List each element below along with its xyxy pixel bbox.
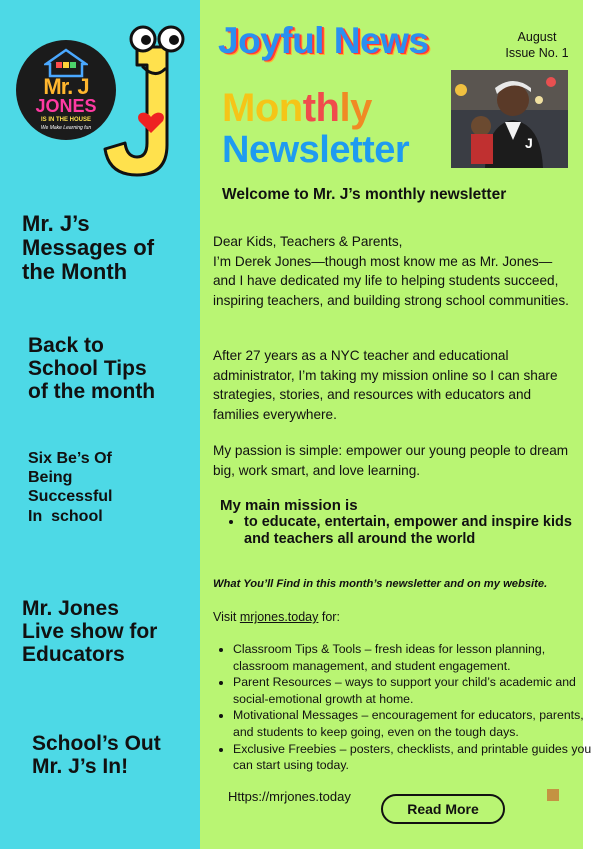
logo-name: JONES <box>35 96 97 116</box>
list-item: • Parent Resources – ways to support your child’s academic and social-emotional growth at home. <box>233 674 593 707</box>
logo-tagline: IS IN THE HOUSE <box>40 117 91 123</box>
sidebar-item-messages[interactable]: Mr. J’s Messages of the Month <box>22 211 155 285</box>
intro-paragraph: Dear Kids, Teachers & Parents, I’m Derek Jones—though most know me as Mr. Jones—and I have dedicated my life to helping students succeed, inspiring teachers, and building strong school communities. <box>213 234 569 308</box>
read-more-button[interactable]: Read More <box>381 794 505 824</box>
list-item: • Motivational Messages – encouragement for educators, parents, and students to keep going, even on the tough days. <box>233 707 593 740</box>
issue-info <box>494 30 580 61</box>
mr-jones-photo <box>451 70 568 168</box>
issue-number: Issue No. 1 <box>505 45 569 60</box>
career-paragraph: After 27 years as a NYC teacher and educational administrator, I’m taking my mission online so I can share strategies, stories, and resources with educators and families everywhere. <box>213 348 558 422</box>
features-list <box>213 641 593 774</box>
svg-text:J: J <box>525 135 533 151</box>
subtitle-newsletter: Newsletter <box>222 129 410 171</box>
find-heading: What You’ll Find in this month’s newsletter and on my website. <box>213 578 548 590</box>
decorative-square <box>547 789 559 801</box>
mission-item: • to educate, entertain, empower and inspire kids and teachers all around the world <box>244 514 594 548</box>
issue-month: August <box>517 30 557 44</box>
sidebar-item-school-tips[interactable]: Back to School Tips of the month <box>28 334 156 404</box>
passion-paragraph: My passion is simple: empower our young people to dream big, work smart, and love learning. <box>213 443 569 478</box>
logo-initials: Mr. J <box>43 74 89 99</box>
newsletter-title: Joyful News <box>218 20 429 61</box>
letter-j-mascot <box>95 25 205 185</box>
mission-list <box>222 514 594 548</box>
mission-heading: My main mission is <box>220 497 358 514</box>
list-item: • Classroom Tips & Tools – fresh ideas for lesson planning, classroom management, and student engagement. <box>233 641 593 674</box>
sidebar-item-schools-out[interactable]: School’s Out Mr. J’s In! <box>32 732 161 779</box>
sidebar-item-live-show[interactable]: Mr. Jones Live show for Educators <box>22 597 158 667</box>
welcome-heading: Welcome to Mr. J’s monthly newsletter <box>222 186 507 203</box>
list-item: • Exclusive Freebies – posters, checklists, and printable guides you can start using today. <box>233 741 593 774</box>
sidebar-item-six-bes[interactable]: Six Be’s Of Being Successful In school <box>28 450 113 525</box>
website-link[interactable]: mrjones.today <box>239 610 319 624</box>
subtitle-monthly: Monthly <box>222 86 372 130</box>
visit-line: Visit mrjones.today for: <box>213 610 340 624</box>
logo-subtag: We Make Learning fun <box>40 125 92 131</box>
website-url[interactable]: Https://mrjones.today <box>228 789 351 804</box>
